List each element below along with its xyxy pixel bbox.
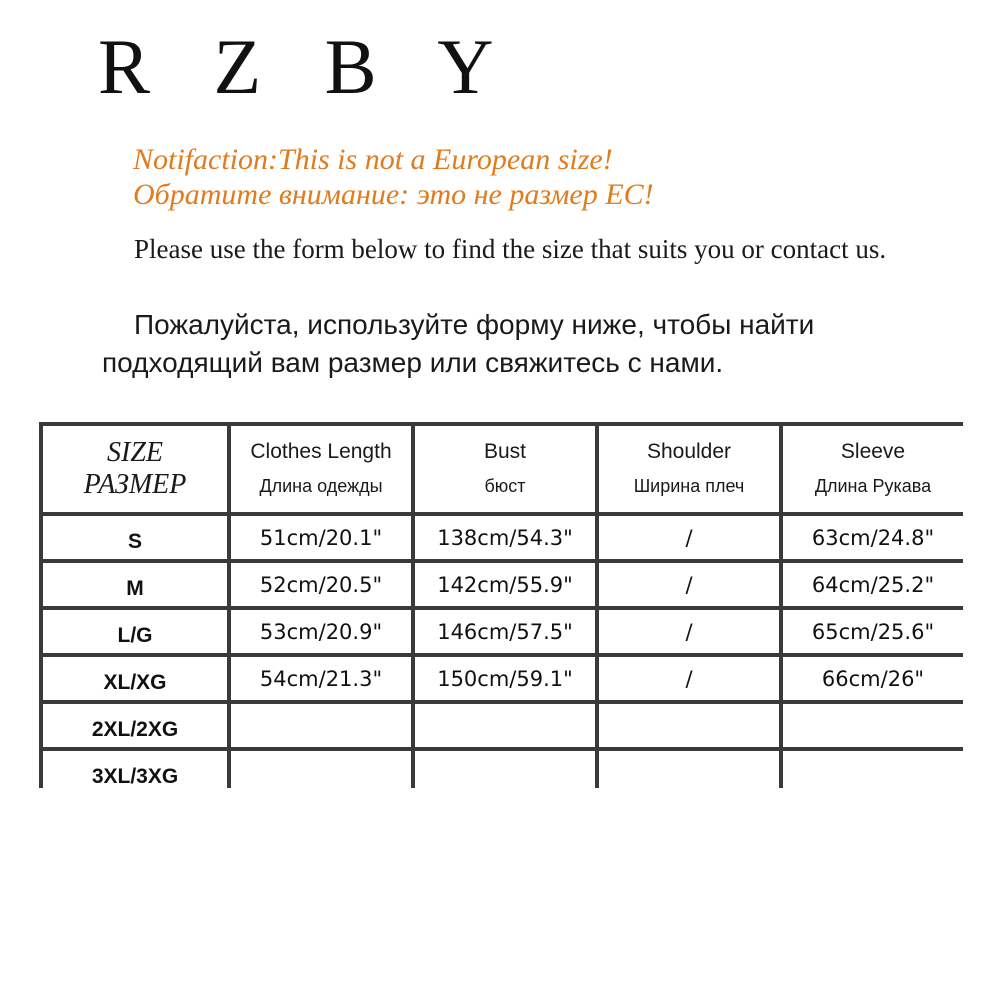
table-cell: /	[599, 516, 779, 559]
table-cell: 150cm/59.1"	[415, 657, 595, 700]
size-label-3xl: 3XL/3XG	[43, 751, 227, 794]
table-cell: 54cm/21.3"	[231, 657, 411, 700]
instructions-en: Please use the form below to find the size that suits you or contact us.	[134, 234, 887, 264]
table-cell: /	[599, 657, 779, 700]
column-header-shoulder	[599, 426, 779, 512]
notice-line-en: Notifaction:This is not a European size!	[133, 143, 613, 176]
size-header-en: SIZE	[107, 437, 163, 468]
column-header-ru: Длина одежды	[259, 476, 383, 496]
table-cell: 53cm/20.9"	[231, 610, 411, 653]
column-header-bust	[415, 426, 595, 512]
table-cell: /	[599, 610, 779, 653]
size-label-l: L/G	[43, 610, 227, 653]
table-cell	[599, 704, 779, 747]
table-cell: 142cm/55.9"	[415, 563, 595, 606]
instructions-ru: Пожалуйста, используйте форму ниже, чтобы найти подходящий вам размер или свяжитесь с нами.	[102, 309, 815, 378]
size-header-ru: РАЗМЕР	[83, 469, 187, 500]
table-cell	[415, 751, 595, 794]
table-cell: 64cm/25.2"	[783, 563, 963, 606]
table-cell: 146cm/57.5"	[415, 610, 595, 653]
size-notice	[133, 142, 654, 212]
table-cell	[231, 751, 411, 794]
column-header-clothes-length	[231, 426, 411, 512]
table-cell	[783, 751, 963, 794]
table-cell: 52cm/20.5"	[231, 563, 411, 606]
table-cell	[231, 704, 411, 747]
notice-line-ru: Обратите внимание: это не размер ЕС!	[133, 178, 654, 211]
column-header-en: Bust	[483, 440, 527, 463]
table-cell: 65cm/25.6"	[783, 610, 963, 653]
column-header-en: Clothes Length	[250, 440, 392, 463]
table-cell: 51cm/20.1"	[231, 516, 411, 559]
size-header-cell	[43, 426, 227, 512]
brand-logo: R Z B Y	[98, 23, 516, 110]
size-chart-table	[39, 422, 963, 788]
column-header-ru: Ширина плеч	[633, 476, 745, 496]
column-header-sleeve	[783, 426, 963, 512]
column-header-en: Shoulder	[646, 440, 732, 463]
table-cell: 66cm/26"	[783, 657, 963, 700]
table-cell: /	[599, 563, 779, 606]
table-cell	[415, 704, 595, 747]
size-label-s: S	[43, 516, 227, 559]
table-cell	[599, 751, 779, 794]
table-cell: 138cm/54.3"	[415, 516, 595, 559]
size-label-m: M	[43, 563, 227, 606]
table-cell	[783, 704, 963, 747]
size-label-xl: XL/XG	[43, 657, 227, 700]
column-header-ru: бюст	[484, 476, 526, 496]
size-label-2xl: 2XL/2XG	[43, 704, 227, 747]
column-header-ru: Длина Рукава	[814, 476, 932, 496]
table-cell: 63cm/24.8"	[783, 516, 963, 559]
column-header-en: Sleeve	[840, 440, 906, 463]
